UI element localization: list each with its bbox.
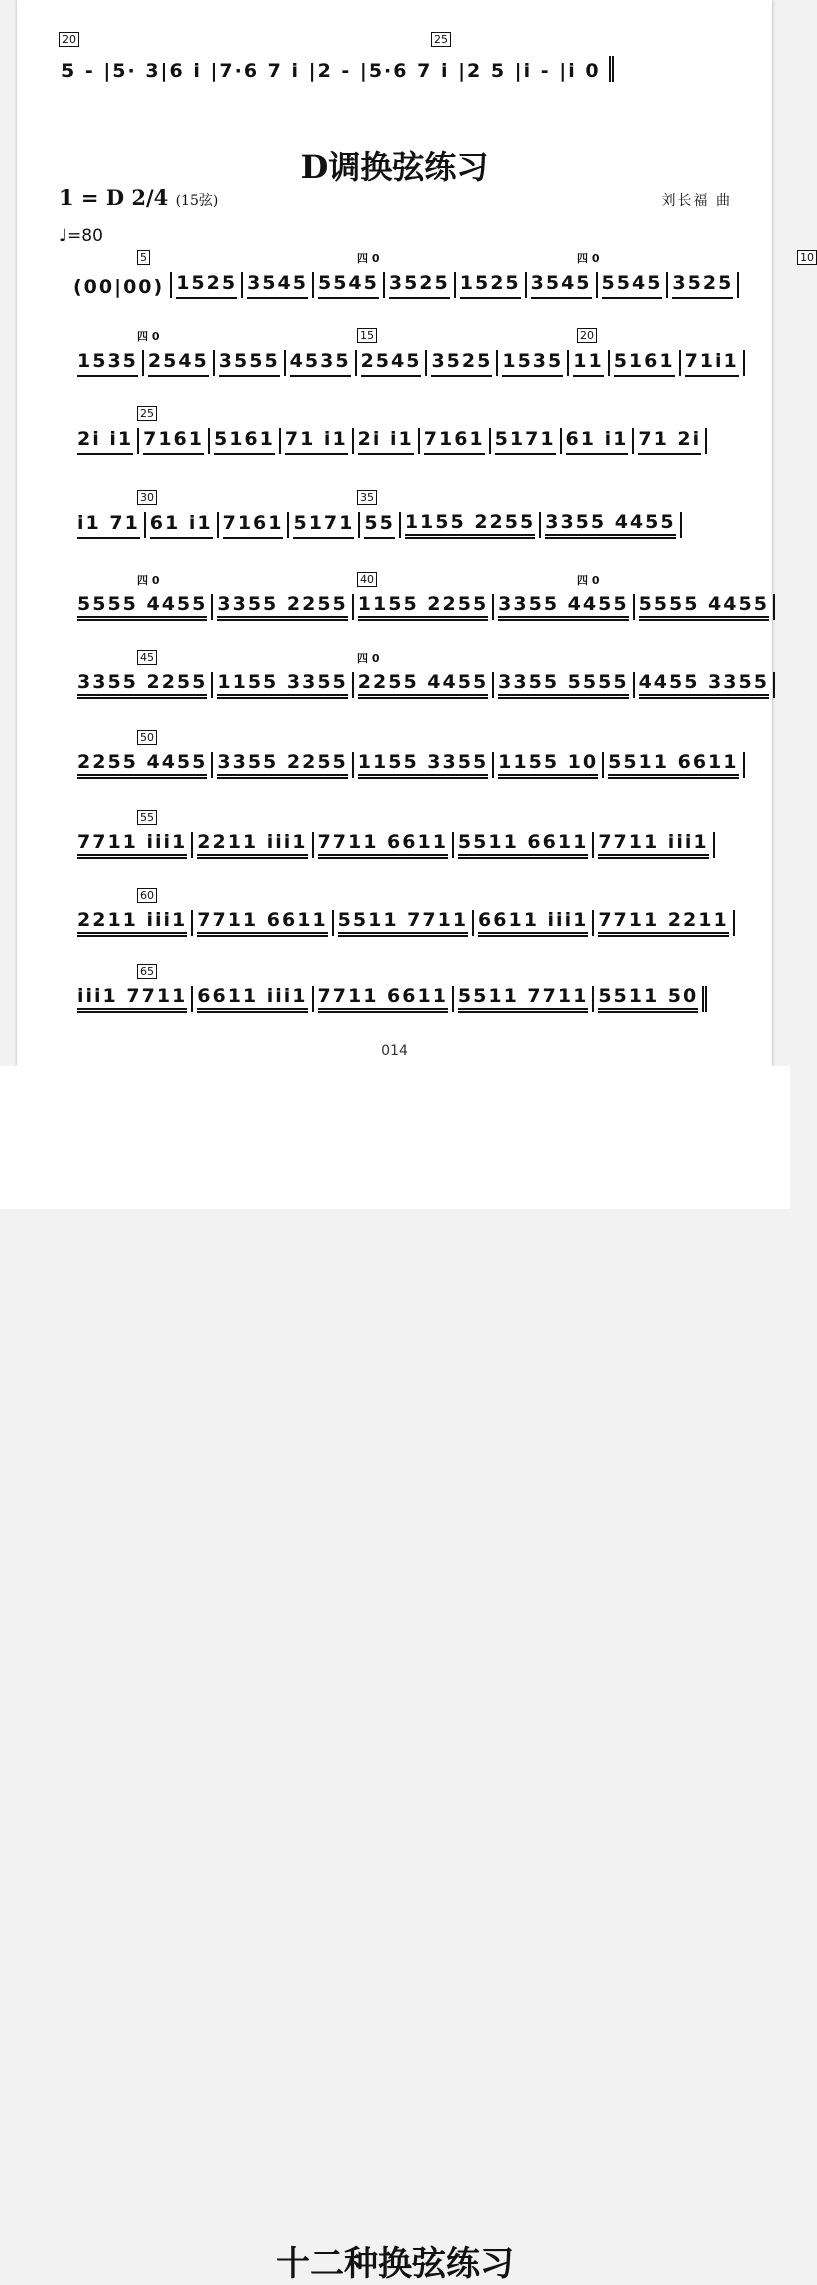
- notation-line: [73, 508, 682, 538]
- measure: [334, 910, 474, 936]
- measure: [219, 512, 290, 538]
- measure: [569, 350, 609, 376]
- note-group: 4455 3355: [639, 671, 769, 699]
- note-group: 7161: [424, 428, 485, 455]
- note-group: 3355 2255: [77, 671, 207, 699]
- notation-line: [73, 268, 739, 298]
- score-page: [17, 0, 814, 1066]
- measure: [385, 272, 456, 298]
- measure: [491, 428, 562, 454]
- note-group: 71 2i: [638, 428, 701, 455]
- rehearsal-mark: 40: [357, 572, 377, 587]
- measure: [213, 672, 353, 698]
- measure: [146, 512, 219, 538]
- measure: [193, 832, 313, 858]
- measure: [73, 752, 213, 778]
- fingering-mark: 四 0: [357, 252, 380, 265]
- measure: [594, 986, 707, 1012]
- measure: [73, 672, 213, 698]
- measure: [314, 986, 454, 1012]
- notation-line: [73, 982, 707, 1012]
- notation-line: [61, 52, 614, 82]
- note-group: iii1 7711: [77, 985, 187, 1013]
- measure: [598, 272, 669, 298]
- notation-line: [73, 828, 715, 858]
- measure: [139, 428, 210, 454]
- measure: [634, 428, 707, 454]
- measure: [144, 350, 215, 376]
- rehearsal-mark: 20: [577, 328, 597, 343]
- measure: [454, 986, 594, 1012]
- note-group: 4535: [290, 350, 351, 377]
- measure: [193, 910, 333, 936]
- note-group: 5555 4455: [77, 593, 207, 621]
- note-group: 7161: [223, 512, 284, 539]
- fingering-mark: 四 0: [577, 252, 600, 265]
- next-page-preview: [0, 1066, 790, 2284]
- note-group: 1535: [502, 350, 563, 377]
- time-signature: 2/4: [131, 185, 169, 210]
- note-group: 1155 3355: [358, 751, 488, 779]
- rehearsal-mark: 50: [137, 730, 157, 745]
- note-group: 6611 iii1: [478, 909, 588, 937]
- measure: [314, 272, 385, 298]
- final-barline: [601, 56, 614, 82]
- measure: [498, 350, 569, 376]
- note-group: 1155 2255: [405, 511, 535, 539]
- note-group: 1525: [460, 272, 521, 299]
- note-group: 2545: [361, 350, 422, 377]
- measure: [286, 350, 357, 376]
- note-group: 7711 6611: [197, 909, 327, 937]
- note-group: 71i1: [685, 350, 739, 377]
- rehearsal-mark: 20: [59, 32, 79, 47]
- measure: [420, 428, 491, 454]
- measure: [635, 672, 775, 698]
- measure: [73, 350, 144, 376]
- note-group: 61 i1: [566, 428, 629, 455]
- rehearsal-mark: 65: [137, 964, 157, 979]
- note-group: 2i i1: [77, 428, 133, 455]
- measure: [610, 350, 681, 376]
- measure: [494, 672, 634, 698]
- note-group: 5161: [214, 428, 275, 455]
- measure: [73, 428, 139, 454]
- note-group: 1155 2255: [358, 593, 488, 621]
- rehearsal-mark: 30: [137, 490, 157, 505]
- note-group: 1155 10: [498, 751, 598, 779]
- note-group: 71 i1: [285, 428, 348, 455]
- note-group: 3545: [247, 272, 308, 299]
- rehearsal-mark: 60: [137, 888, 157, 903]
- rehearsal-mark: 25: [431, 32, 451, 47]
- key-text: 1 = D: [59, 185, 125, 210]
- measure: [289, 512, 360, 538]
- measure: [314, 832, 454, 858]
- note-group: 3545: [531, 272, 592, 299]
- note-group: 3525: [672, 272, 733, 299]
- measure: [454, 832, 594, 858]
- measure: [541, 512, 681, 538]
- note-group: 61 i1: [150, 512, 213, 539]
- rehearsal-mark: 10: [797, 250, 817, 265]
- measure: [604, 752, 744, 778]
- fingering-mark: 四 0: [577, 574, 600, 587]
- measure: [681, 350, 745, 376]
- notation-line: [73, 748, 745, 778]
- note-group: 5545: [602, 272, 663, 299]
- measure: [243, 272, 314, 298]
- note-group: 55: [364, 512, 394, 539]
- rehearsal-mark: 5: [137, 250, 150, 265]
- measure: [635, 594, 775, 620]
- note-group: 5545: [318, 272, 379, 299]
- measure: [527, 272, 598, 298]
- note-group: 1155 3355: [217, 671, 347, 699]
- measure: [73, 512, 146, 538]
- measure: [73, 832, 193, 858]
- page-number: 014: [381, 1043, 408, 1059]
- note-group: 5511 6611: [458, 831, 588, 859]
- measure: [594, 910, 734, 936]
- note-group: 3355 4455: [545, 511, 675, 539]
- measure: [281, 428, 354, 454]
- note-group: 2545: [148, 350, 209, 377]
- note-group: 5171: [293, 512, 354, 539]
- measure: [357, 350, 428, 376]
- note-group: 7711 iii1: [598, 831, 708, 859]
- note-group: 1535: [77, 350, 138, 377]
- note-group: 3525: [389, 272, 450, 299]
- rehearsal-mark: 35: [357, 490, 377, 505]
- notation-line: [73, 424, 707, 454]
- note-group: 5171: [495, 428, 556, 455]
- fingering-mark: 四 0: [357, 652, 380, 665]
- measure: [456, 272, 527, 298]
- note-group: 5511 50: [598, 985, 698, 1013]
- piece-title: D调换弦练习: [300, 148, 489, 186]
- key-signature: [59, 185, 218, 210]
- notation-line: [73, 668, 775, 698]
- measure: [354, 752, 494, 778]
- note-group: 7711 6611: [318, 831, 448, 859]
- note-group: 3355 2255: [217, 751, 347, 779]
- next-section-title: 十二种换弦练习: [276, 2244, 514, 2284]
- note-group: 2211 iii1: [77, 909, 187, 937]
- fingering-mark: 四 0: [137, 330, 160, 343]
- note-group: 7161: [143, 428, 204, 455]
- measure: [73, 910, 193, 936]
- note-group: 2i i1: [358, 428, 414, 455]
- note-group: 11: [573, 350, 603, 377]
- note-group: 2211 iii1: [197, 831, 307, 859]
- measure: [594, 832, 714, 858]
- measure: [213, 594, 353, 620]
- measure: [494, 594, 634, 620]
- note-group: 7711 2211: [598, 909, 728, 937]
- measure: [215, 350, 286, 376]
- note-group: i1 71: [77, 512, 140, 539]
- note-group: 3355 2255: [217, 593, 347, 621]
- note-group: 5555 4455: [639, 593, 769, 621]
- measure: [73, 986, 193, 1012]
- notation-line: [73, 346, 745, 376]
- measure: [474, 910, 594, 936]
- note-group: 3355 4455: [498, 593, 628, 621]
- measure: [668, 272, 739, 298]
- note-group: 1525: [176, 272, 237, 299]
- notation-line: [73, 590, 775, 620]
- measure: [354, 594, 494, 620]
- note-group: 5511 6611: [608, 751, 738, 779]
- note-group: 5161: [614, 350, 675, 377]
- note-group: 3525: [431, 350, 492, 377]
- measure: [562, 428, 635, 454]
- note-group: 5511 7711: [458, 985, 588, 1013]
- string-note: (15弦): [175, 193, 219, 209]
- rehearsal-mark: 45: [137, 650, 157, 665]
- rehearsal-mark: 25: [137, 406, 157, 421]
- rehearsal-mark: 55: [137, 810, 157, 825]
- note-group: 7711 6611: [318, 985, 448, 1013]
- notation-line: [73, 906, 735, 936]
- measure: [210, 428, 281, 454]
- note-group: 3355 5555: [498, 671, 628, 699]
- measure: [213, 752, 353, 778]
- measure: [360, 512, 400, 538]
- measure: [193, 986, 313, 1012]
- measure: [401, 512, 541, 538]
- note-group: 2255 4455: [358, 671, 488, 699]
- note-group: 7711 iii1: [77, 831, 187, 859]
- note-group: 6611 iii1: [197, 985, 307, 1013]
- measure: [427, 350, 498, 376]
- lead-in-rest: (00|00): [73, 276, 165, 298]
- tempo-marking: ♩=80: [59, 226, 103, 246]
- measure: [170, 272, 243, 298]
- notation-text: 5 - |5· 3|6 i |7·6 7 i |2 - |5·6 7 i |2 5 |i - |i 0: [61, 60, 601, 82]
- rehearsal-mark: 15: [357, 328, 377, 343]
- note-group: 3555: [219, 350, 280, 377]
- measure: [354, 672, 494, 698]
- fingering-mark: 四 0: [137, 574, 160, 587]
- composer-credit: 刘长福 曲: [661, 193, 732, 209]
- measure: [354, 428, 420, 454]
- measure: [73, 594, 213, 620]
- note-group: 5511 7711: [338, 909, 468, 937]
- note-group: 2255 4455: [77, 751, 207, 779]
- measure: [494, 752, 604, 778]
